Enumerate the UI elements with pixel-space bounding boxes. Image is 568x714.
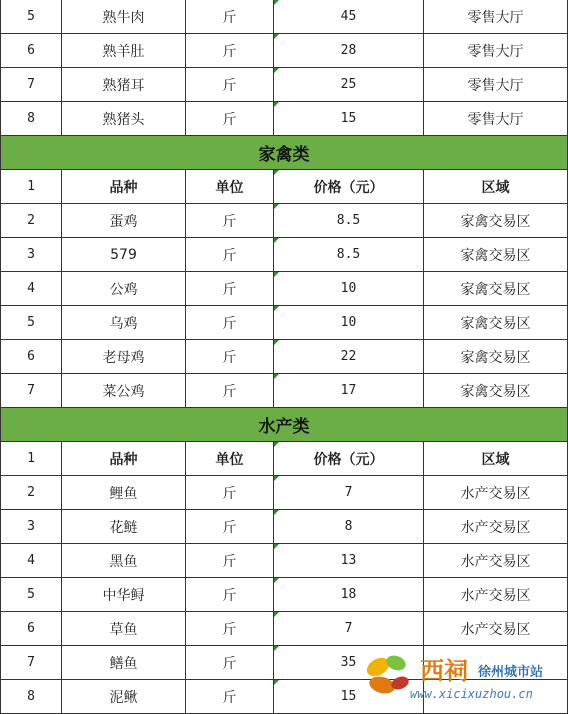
row-number-cell: 5 [0, 306, 62, 340]
table-row [0, 306, 568, 340]
table-header-row [0, 170, 568, 204]
item-name-cell: 熟猪耳 [62, 68, 186, 102]
price-cell: 8 [274, 510, 424, 544]
table-row [0, 510, 568, 544]
item-name-cell: 泥鳅 [62, 680, 186, 714]
row-number-cell: 1 [0, 442, 62, 476]
row-number-cell: 8 [0, 680, 62, 714]
price-cell: 28 [274, 34, 424, 68]
item-name-cell: 熟猪头 [62, 102, 186, 136]
row-number-cell: 6 [0, 34, 62, 68]
unit-cell: 斤 [186, 544, 274, 578]
item-name-cell: 花鲢 [62, 510, 186, 544]
unit-cell: 斤 [186, 340, 274, 374]
market-area-cell: 区域 [424, 170, 568, 204]
category-header-aquatic: 水产类 [0, 408, 568, 442]
market-area-cell: 家禽交易区 [424, 238, 568, 272]
item-name-cell: 熟羊肚 [62, 34, 186, 68]
table-row [0, 578, 568, 612]
item-name-cell: 品种 [62, 170, 186, 204]
table-row [0, 238, 568, 272]
unit-cell: 单位 [186, 442, 274, 476]
table-row [0, 476, 568, 510]
table-row [0, 374, 568, 408]
table-row [0, 612, 568, 646]
row-number-cell: 6 [0, 612, 62, 646]
table-row [0, 68, 568, 102]
market-area-cell: 水产交易区 [424, 578, 568, 612]
market-area-cell: 家禽交易区 [424, 272, 568, 306]
row-number-cell: 2 [0, 204, 62, 238]
table-row [0, 0, 568, 34]
row-number-cell: 4 [0, 544, 62, 578]
item-name-cell: 草鱼 [62, 612, 186, 646]
row-number-cell: 6 [0, 340, 62, 374]
market-area-cell: 零售大厅 [424, 0, 568, 34]
item-name-cell: 乌鸡 [62, 306, 186, 340]
table-row [0, 34, 568, 68]
row-number-cell: 3 [0, 238, 62, 272]
price-cell: 18 [274, 578, 424, 612]
price-cell: 17 [274, 374, 424, 408]
price-cell: 15 [274, 102, 424, 136]
item-name-cell: 老母鸡 [62, 340, 186, 374]
market-area-cell: 水产交易区 [424, 544, 568, 578]
price-cell: 35 [274, 646, 424, 680]
row-number-cell: 3 [0, 510, 62, 544]
unit-cell: 斤 [186, 612, 274, 646]
item-name-cell: 579 [62, 238, 186, 272]
unit-cell: 斤 [186, 306, 274, 340]
item-name-cell: 鲤鱼 [62, 476, 186, 510]
row-number-cell: 8 [0, 102, 62, 136]
table-header-row [0, 442, 568, 476]
table-row [0, 102, 568, 136]
price-cell: 价格（元） [274, 442, 424, 476]
unit-cell: 斤 [186, 0, 274, 34]
price-cell: 8.5 [274, 204, 424, 238]
watermark-city: 徐州城市站 [478, 665, 544, 680]
row-number-cell: 2 [0, 476, 62, 510]
item-name-cell: 公鸡 [62, 272, 186, 306]
item-name-cell: 蛋鸡 [62, 204, 186, 238]
market-area-cell: 零售大厅 [424, 102, 568, 136]
row-number-cell: 7 [0, 646, 62, 680]
price-cell: 45 [274, 0, 424, 34]
watermark-brand: 西祠 [420, 656, 468, 685]
row-number-cell: 4 [0, 272, 62, 306]
market-area-cell: 水产交易区 [424, 612, 568, 646]
row-number-cell: 5 [0, 578, 62, 612]
unit-cell: 斤 [186, 238, 274, 272]
unit-cell: 斤 [186, 204, 274, 238]
unit-cell: 斤 [186, 102, 274, 136]
category-header-poultry: 家禽类 [0, 136, 568, 170]
item-name-cell: 黑鱼 [62, 544, 186, 578]
item-name-cell: 鳝鱼 [62, 646, 186, 680]
market-area-cell: 零售大厅 [424, 68, 568, 102]
unit-cell: 斤 [186, 476, 274, 510]
price-cell: 8.5 [274, 238, 424, 272]
item-name-cell: 菜公鸡 [62, 374, 186, 408]
watermark-url: www.xicixuzhou.cn [410, 687, 533, 701]
site-watermark [360, 643, 560, 709]
market-area-cell: 家禽交易区 [424, 340, 568, 374]
price-cell: 7 [274, 476, 424, 510]
table-row [0, 272, 568, 306]
price-cell: 25 [274, 68, 424, 102]
price-cell: 价格（元） [274, 170, 424, 204]
price-cell: 22 [274, 340, 424, 374]
unit-cell: 斤 [186, 680, 274, 714]
unit-cell: 斤 [186, 510, 274, 544]
market-area-cell: 水产交易区 [424, 510, 568, 544]
market-area-cell: 水产交易区 [424, 476, 568, 510]
market-area-cell: 家禽交易区 [424, 204, 568, 238]
item-name-cell: 中华鲟 [62, 578, 186, 612]
unit-cell: 斤 [186, 578, 274, 612]
item-name-cell: 品种 [62, 442, 186, 476]
unit-cell: 斤 [186, 34, 274, 68]
table-row [0, 340, 568, 374]
unit-cell: 斤 [186, 374, 274, 408]
market-area-cell: 家禽交易区 [424, 374, 568, 408]
row-number-cell: 7 [0, 374, 62, 408]
unit-cell: 单位 [186, 170, 274, 204]
unit-cell: 斤 [186, 272, 274, 306]
market-area-cell: 区域 [424, 442, 568, 476]
unit-cell: 斤 [186, 68, 274, 102]
price-cell: 13 [274, 544, 424, 578]
item-name-cell: 熟牛肉 [62, 0, 186, 34]
row-number-cell: 7 [0, 68, 62, 102]
price-cell: 7 [274, 612, 424, 646]
row-number-cell: 5 [0, 0, 62, 34]
market-area-cell: 零售大厅 [424, 34, 568, 68]
unit-cell: 斤 [186, 646, 274, 680]
price-cell: 15 [274, 680, 424, 714]
price-cell: 10 [274, 306, 424, 340]
table-row [0, 544, 568, 578]
market-area-cell: 家禽交易区 [424, 306, 568, 340]
row-number-cell: 1 [0, 170, 62, 204]
price-cell: 10 [274, 272, 424, 306]
table-row [0, 204, 568, 238]
